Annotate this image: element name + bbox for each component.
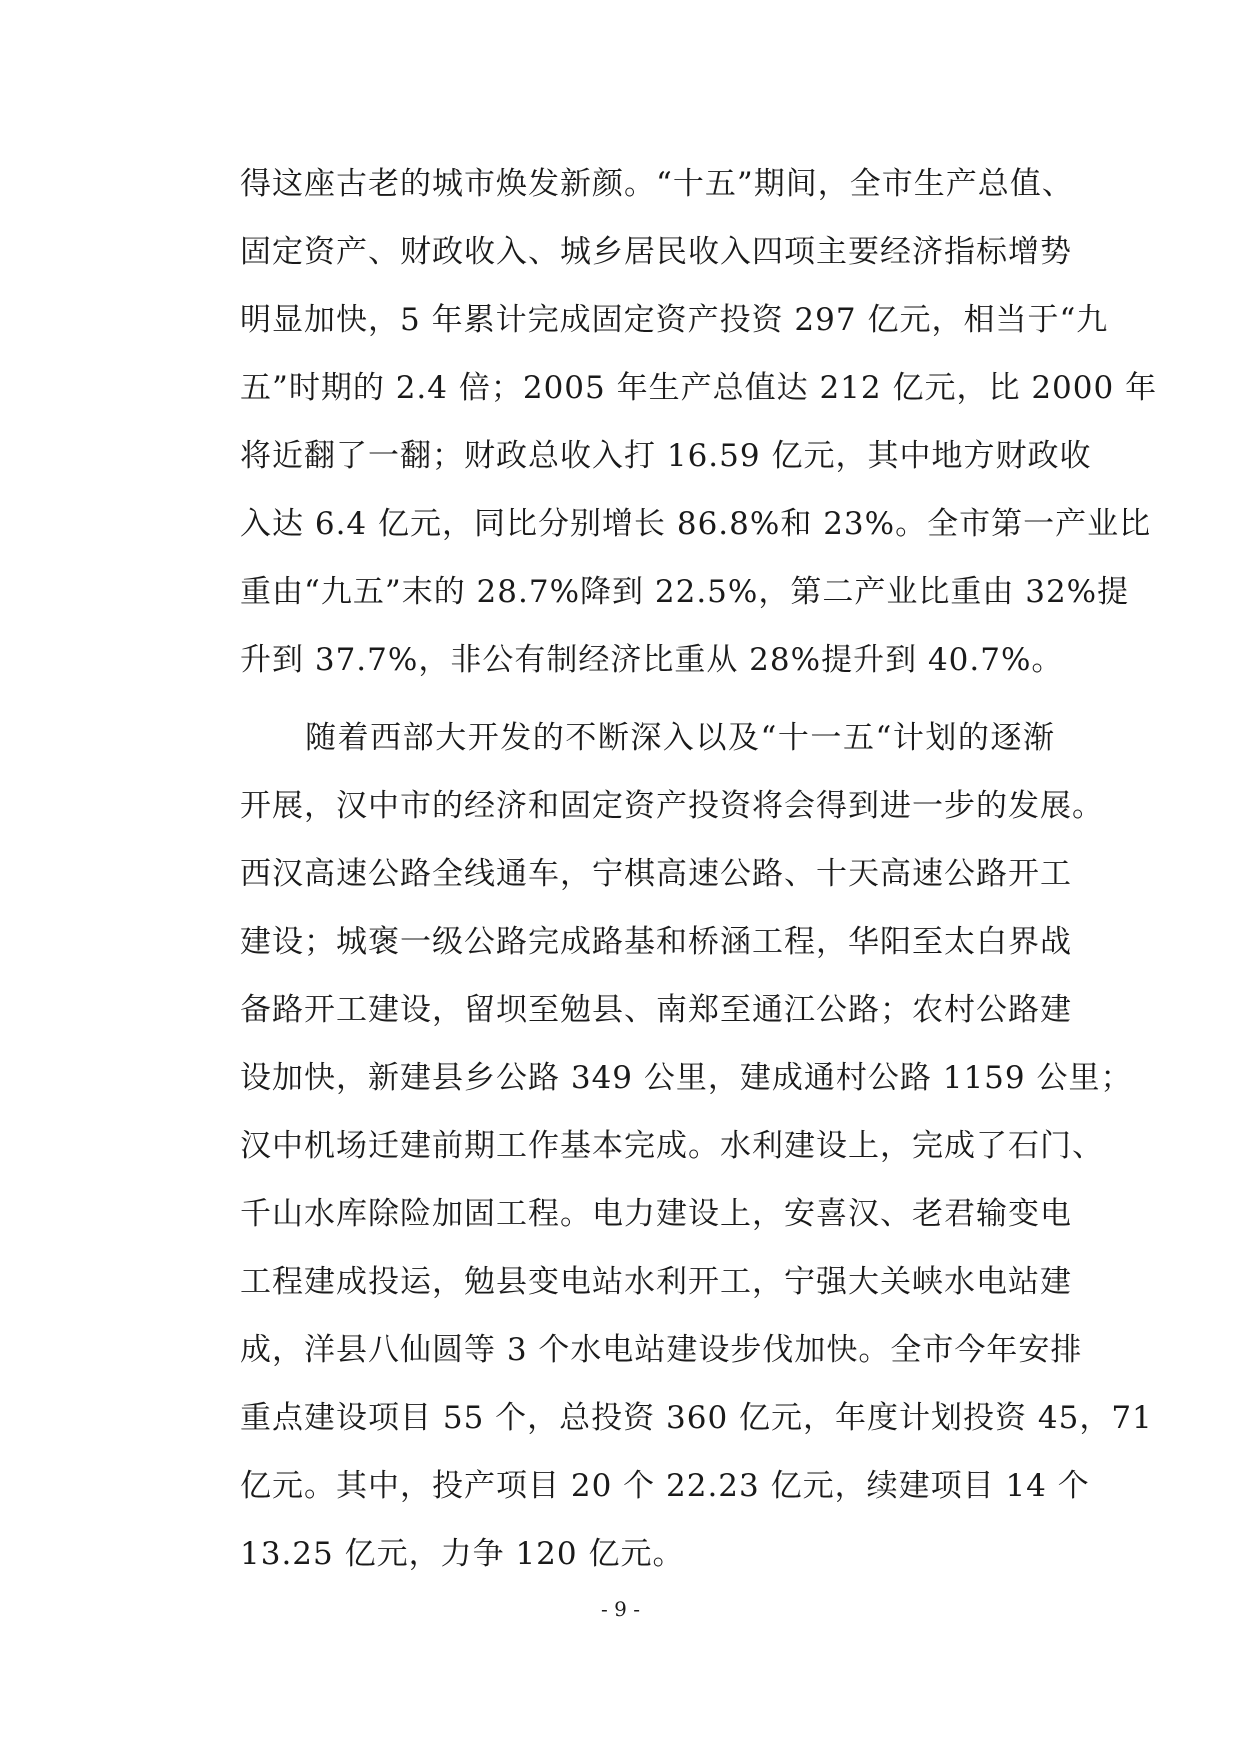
text-line: 升到 37.7%，非公有制经济比重从 28%提升到 40.7%。	[240, 642, 1064, 678]
text-line: 工程建成投运，勉县变电站水利开工，宁强大关峡水电站建	[240, 1264, 1072, 1300]
page-number: - 9 -	[601, 1597, 640, 1621]
text-line: 将近翻了一翻；财政总收入打 16.59 亿元，其中地方财政收	[240, 438, 1092, 474]
text-line: 成，洋县八仙圆等 3 个水电站建设步伐加快。全市今年安排	[240, 1332, 1083, 1368]
text-line: 随着西部大开发的不断深入以及“十一五“计划的逐渐	[240, 720, 1055, 756]
text-line: 西汉高速公路全线通车，宁棋高速公路、十天高速公路开工	[240, 856, 1072, 892]
text-line: 明显加快，5 年累计完成固定资产投资 297 亿元，相当于“九	[240, 302, 1109, 338]
text-line: 备路开工建设，留坝至勉县、南郑至通江公路；农村公路建	[240, 992, 1072, 1028]
text-line: 得这座古老的城市焕发新颜。“十五”期间，全市生产总值、	[240, 166, 1074, 202]
text-line: 五”时期的 2.4 倍；2005 年生产总值达 212 亿元，比 2000 年	[240, 370, 1158, 406]
text-line: 建设；城褒一级公路完成路基和桥涵工程，华阳至太白界战	[240, 924, 1072, 960]
text-line: 设加快，新建县乡公路 349 公里，建成通村公路 1159 公里；	[240, 1060, 1133, 1096]
paragraph-2	[240, 704, 1153, 1588]
text-line: 13.25 亿元，力争 120 亿元。	[240, 1536, 685, 1572]
text-line: 千山水库除险加固工程。电力建设上，安喜汉、老君输变电	[240, 1196, 1072, 1232]
text-line: 固定资产、财政收入、城乡居民收入四项主要经济指标增势	[240, 234, 1072, 270]
text-line: 入达 6.4 亿元，同比分别增长 86.8%和 23%。全市第一产业比	[240, 506, 1152, 542]
text-line: 汉中机场迁建前期工作基本完成。水利建设上，完成了石门、	[240, 1128, 1104, 1164]
text-line: 亿元。其中，投产项目 20 个 22.23 亿元，续建项目 14 个	[240, 1468, 1090, 1504]
text-line: 重由“九五”末的 28.7%降到 22.5%，第二产业比重由 32%提	[240, 574, 1130, 610]
text-line: 开展，汉中市的经济和固定资产投资将会得到进一步的发展。	[240, 788, 1104, 824]
body-text	[240, 150, 1158, 1588]
paragraph-spacer	[240, 694, 1055, 704]
text-line: 重点建设项目 55 个，总投资 360 亿元，年度计划投资 45，71	[240, 1400, 1153, 1436]
paragraph-1	[240, 150, 1158, 694]
